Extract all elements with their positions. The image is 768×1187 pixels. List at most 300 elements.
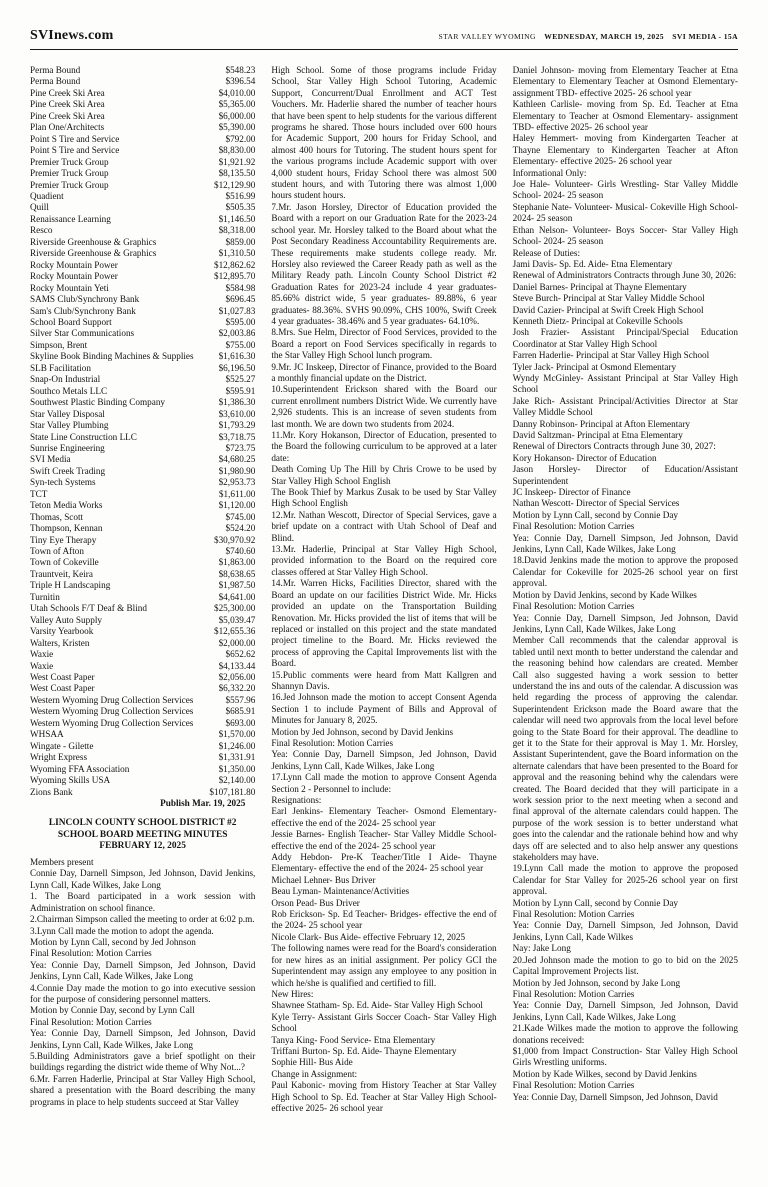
ledger-row bbox=[30, 603, 255, 614]
vendor-name: SVI Media bbox=[30, 454, 71, 465]
minutes-paragraph: Steve Burch- Principal at Star Valley Middle School bbox=[512, 293, 705, 304]
minutes-paragraph: Yea: Connie Day, Darnell Simpson, Jed Johnson, David Jenkins, Lynn Call, Kade Wilkes bbox=[512, 920, 738, 942]
ledger-row bbox=[30, 237, 255, 248]
vendor-amount: $696.45 bbox=[225, 294, 256, 305]
vendor-name: Quadient bbox=[30, 190, 64, 201]
vendor-amount: $595.91 bbox=[225, 385, 256, 396]
minutes-paragraph: Connie Day, Darnell Simpson, Jed Johnson, David Jenkins, Lynn Call, Kade Wilkes, Jake Long bbox=[30, 868, 256, 890]
vendor-name: Teton Media Works bbox=[30, 500, 103, 511]
ledger-row bbox=[30, 88, 255, 99]
vendor-amount: $525.27 bbox=[225, 374, 256, 385]
ledger-row bbox=[30, 661, 255, 672]
minutes-paragraph: Jessie Barnes- English Teacher- Star Valley Middle School- effective the end of the 2024- 25 school year bbox=[271, 829, 497, 851]
ledger-row bbox=[30, 672, 255, 683]
ledger-row bbox=[30, 157, 255, 168]
minutes-paragraph: Beau Lyman- Maintenance/Activities bbox=[271, 886, 410, 897]
ledger-row bbox=[30, 409, 255, 420]
masthead-site: SVInews.com bbox=[30, 28, 114, 43]
masthead-rule bbox=[30, 49, 738, 50]
ledger-row bbox=[30, 512, 255, 523]
vendor-name: WHSAA bbox=[30, 729, 64, 740]
publish-note: Publish Mar. 19, 2025 bbox=[160, 798, 246, 808]
vendor-amount: $1,980.90 bbox=[218, 465, 256, 476]
ledger-row bbox=[30, 248, 255, 259]
vendor-name: Premier Truck Group bbox=[30, 179, 109, 190]
ledger-row bbox=[30, 443, 255, 454]
minutes-paragraph: The Book Thief by Markus Zusak to be used by Star Valley High School English bbox=[271, 487, 497, 509]
vendor-name: Premier Truck Group bbox=[30, 156, 109, 167]
column-3 bbox=[513, 65, 738, 1185]
minutes-paragraph: 6.Mr. Farren Haderlie, Principal at Star Valley High School, shared a presentation with the Board describing the many programs in place to help students succeed at Star Valley bbox=[30, 1073, 256, 1107]
vendor-name: Town of Cokeville bbox=[30, 557, 99, 568]
minutes-paragraph: 4.Connie Day made the motion to go into executive session for the purpose of considering personnel matters. bbox=[30, 982, 256, 1004]
minutes-paragraph: Final Resolution: Motion Carries bbox=[30, 1016, 152, 1027]
ledger-row bbox=[30, 432, 255, 443]
ledger-row bbox=[30, 386, 255, 397]
minutes-paragraph: Release of Duties: bbox=[512, 247, 581, 258]
ledger-row bbox=[30, 328, 255, 339]
ledger-row bbox=[30, 340, 255, 351]
ledger-row bbox=[30, 649, 255, 660]
vendor-amount: $8,830.00 bbox=[218, 145, 256, 156]
minutes-paragraph: Wyndy McGinley- Assistant Principal at Star Valley High School bbox=[512, 372, 738, 395]
minutes-paragraph: Motion by Connie Day, second by Lynn Call bbox=[30, 1005, 195, 1016]
minutes-paragraph: Daniel Barnes- Principal at Thayne Elementary bbox=[512, 281, 687, 292]
ledger-row bbox=[30, 397, 255, 408]
vendor-name: Southco Metals LLC bbox=[30, 385, 108, 396]
vendor-name: Plan One/Architects bbox=[30, 122, 105, 133]
masthead-issue-line bbox=[432, 32, 738, 41]
vendor-amount: $2,003.86 bbox=[218, 328, 256, 339]
vendor-amount: $8,318.00 bbox=[218, 225, 256, 236]
vendor-name: Pine Creek Ski Area bbox=[30, 110, 105, 121]
vendor-name: Thompson, Kennan bbox=[30, 523, 103, 534]
minutes-paragraph: Kory Hokanson- Director of Education bbox=[512, 452, 657, 463]
vendor-amount: $4,010.00 bbox=[218, 87, 256, 98]
minutes-col1 bbox=[30, 857, 255, 1108]
minutes-paragraph: Jake Rich- Assistant Principal/Activities Director at Star Valley Middle School bbox=[512, 395, 738, 418]
ledger-row bbox=[30, 180, 255, 191]
vendor-name: Perma Bound bbox=[30, 76, 81, 87]
minutes-paragraph: Renewal of Administrators Contracts through June 30, 2026: bbox=[512, 270, 737, 281]
vendor-name: Wyoming FFA Association bbox=[30, 763, 130, 774]
minutes-paragraph: Motion by Lynn Call, second by Connie Day bbox=[512, 509, 679, 520]
vendor-amount: $859.00 bbox=[225, 236, 256, 247]
vendor-name: Snap-On Industrial bbox=[30, 374, 101, 385]
vendor-name: Walters, Kristen bbox=[30, 637, 90, 648]
vendor-name: Rocky Mountain Power bbox=[30, 259, 118, 270]
minutes-paragraph: 12.Mr. Nathan Wescott, Director of Special Services, gave a brief update on a contract with Utah School of Deaf and Blind. bbox=[271, 509, 497, 543]
vendor-amount: $2,140.00 bbox=[218, 775, 256, 786]
ledger-row bbox=[30, 145, 255, 156]
ledger-row bbox=[30, 477, 255, 488]
vendor-amount: $1,146.50 bbox=[218, 213, 256, 224]
vendor-name: SAMS Club/Synchrony Bank bbox=[30, 294, 140, 305]
minutes-paragraph: 16.Jed Johnson made the motion to accept Consent Agenda Section 1 to include Payment of Bills and Approval of Minutes for January 8, 2025. bbox=[271, 692, 497, 726]
ledger-row bbox=[30, 420, 255, 431]
vendor-name: Wyoming Skills USA bbox=[30, 775, 111, 786]
minutes-paragraph: Addy Hebdon- Pre-K Teacher/Title I Aide- Thayne Elementary- effective the end of the 2024- 25 school year bbox=[271, 852, 497, 874]
minutes-paragraph: Yea: Connie Day, Darnell Simpson, Jed Johnson, David Jenkins, Lynn Call, Kade Wilkes, Jake Long bbox=[30, 959, 256, 982]
vendor-amount: $5,390.00 bbox=[218, 122, 256, 133]
ledger-row bbox=[30, 787, 255, 798]
ledger-row bbox=[30, 626, 255, 637]
minutes-paragraph: Nay: Jake Long bbox=[512, 943, 571, 954]
vendor-amount: $505.35 bbox=[225, 202, 256, 213]
ledger-row bbox=[30, 580, 255, 591]
vendor-amount: $1,331.91 bbox=[218, 752, 256, 763]
vendor-amount: $1,027.83 bbox=[218, 305, 256, 316]
minutes-paragraph: Tyler Jack- Principal at Osmond Elementary bbox=[512, 361, 677, 372]
minutes-paragraph: 13.Mr. Haderlie, Principal at Star Valley High School, provided information to the Board on the required core classes offered at Star Valley High School. bbox=[271, 544, 497, 577]
vendor-amount: $6,000.00 bbox=[218, 110, 256, 121]
ledger-row bbox=[30, 489, 255, 500]
vendor-amount: $548.23 bbox=[225, 65, 256, 75]
ledger-row bbox=[30, 752, 255, 763]
ledger-row bbox=[30, 615, 255, 626]
vendor-name: Swift Creek Trading bbox=[30, 465, 106, 476]
vendor-name: SLB Facilitation bbox=[30, 362, 91, 373]
minutes-paragraph: Joe Hale- Volunteer- Girls Wrestling- Star Valley Middle School- 2024- 25 season bbox=[512, 179, 738, 201]
vendor-name: Syn-tech Systems bbox=[30, 477, 96, 488]
minutes-paragraph: Informational Only: bbox=[512, 167, 587, 178]
vendor-amount: $5,365.00 bbox=[218, 99, 256, 110]
vendor-name: Western Wyoming Drug Collection Services bbox=[30, 706, 194, 717]
minutes-paragraph: Haley Hemmert- moving from Kindergarten Teacher at Thayne Elementary to Kindergarten Teacher at Afton Elementary- effective 2025- 26 school year bbox=[512, 133, 738, 167]
ledger-row bbox=[30, 191, 255, 202]
vendor-name: Wright Express bbox=[30, 752, 88, 763]
vendor-amount: $685.91 bbox=[225, 706, 256, 717]
vendor-amount: $745.00 bbox=[225, 511, 256, 522]
minutes-paragraph: 10.Superintendent Erickson shared with the Board our current enrollment numbers District Wide. We currently have 2,926 students. This is an increase of seven students from last month. We are down two students from 2024. bbox=[271, 384, 497, 429]
vendor-name: Point S Tire and Service bbox=[30, 133, 120, 144]
minutes-paragraph: Renewal of Directors Contracts through June 30, 2027: bbox=[512, 441, 716, 452]
minutes-paragraph: Kenneth Dietz- Principal at Cokeville Schools bbox=[512, 315, 683, 326]
vendor-amount: $3,610.00 bbox=[218, 408, 256, 419]
vendor-name: Thomas, Scott bbox=[30, 511, 84, 522]
minutes-paragraph: Final Resolution: Motion Carries bbox=[512, 601, 635, 612]
vendor-name: Utah Schools F/T Deaf & Blind bbox=[30, 603, 147, 614]
vendor-amount: $25,300.00 bbox=[213, 603, 256, 614]
minutes-paragraph: Yea: Connie Day, Darnell Simpson, Jed Johnson, David Jenkins, Lynn Call, Kade Wilkes, Jake Long bbox=[30, 1028, 256, 1050]
vendor-amount: $755.00 bbox=[225, 339, 256, 350]
minutes-paragraph: Final Resolution: Motion Carries bbox=[271, 737, 394, 748]
ledger-row bbox=[30, 500, 255, 511]
minutes-paragraph: David Cazier- Principal at Swift Creek High School bbox=[512, 304, 704, 315]
vendor-amount: $1,386.30 bbox=[218, 397, 256, 408]
vendor-amount: $557.96 bbox=[225, 694, 256, 705]
minutes-paragraph: Resignations: bbox=[271, 795, 322, 805]
vendor-name: Zions Bank bbox=[30, 786, 73, 797]
minutes-paragraph: 14.Mr. Warren Hicks, Facilities Director, shared with the Board an update on our facilities District Wide. Mr. Hicks provided an update on the Transportation Building Renovation. Mr. Hicks provided the list of items that will be replaced or installed on this project and the state mandated project timeline to the Board. Mr. Hicks reviewed the process of approving the Capital Improvements list with the Board. bbox=[271, 578, 497, 669]
ledger-row bbox=[30, 557, 255, 568]
vendor-amount: $2,000.00 bbox=[218, 637, 256, 648]
minutes-paragraph: Sophie Hill- Bus Aide bbox=[271, 1057, 353, 1068]
ledger-row bbox=[30, 283, 255, 294]
ledger-row bbox=[30, 466, 255, 477]
masthead-location: STAR VALLEY WYOMING bbox=[438, 32, 536, 41]
ledger-row bbox=[30, 683, 255, 694]
minutes-paragraph: Jami Davis- Sp. Ed. Aide- Etna Elementary bbox=[512, 258, 673, 269]
vendor-amount: $30,970.92 bbox=[213, 534, 256, 545]
vendor-amount: $1,246.00 bbox=[218, 740, 256, 751]
vendor-name: Wingate - Gilette bbox=[30, 740, 94, 751]
vendor-amount: $396.54 bbox=[225, 76, 256, 87]
minutes-paragraph: Motion by Lynn Call, second by Connie Day bbox=[512, 897, 679, 908]
vendor-name: Turnitin bbox=[30, 591, 60, 602]
minutes-paragraph: Tanya King- Food Service- Etna Elementary bbox=[271, 1034, 436, 1045]
ledger-row bbox=[30, 260, 255, 271]
minutes-paragraph: High School. Some of those programs include Friday School, Star Valley High School Tutoring, Academic Support, Concurrent/Dual Enrollment and ACT Test Vouchers. Mr. Haderlie shared the number of teacher hours that have been spent to help students for the various different programs he shared. Those hours included over 600 hours for Academic Support, 200 hours for Friday School, and almost 400 hours for Tutoring. The student hours spent for the various programs include Academic support with over 4,000 student hours, Friday School there was almost 500 student hours, and with Tutoring there was almost 1,000 hours student hours. bbox=[271, 65, 497, 201]
minutes-paragraph: Farren Haderlie- Principal at Star Valley High School bbox=[512, 350, 710, 361]
column-1 bbox=[30, 65, 255, 1185]
vendor-amount: $107,181.80 bbox=[209, 786, 256, 797]
minutes-paragraph: 17.Lynn Call made the motion to approve Consent Agenda Section 2 - Personnel to include: bbox=[271, 772, 497, 794]
ledger-row bbox=[30, 65, 255, 76]
minutes-paragraph: Final Resolution: Motion Carries bbox=[512, 521, 635, 532]
minutes-paragraph: JC Inskeep- Director of Finance bbox=[512, 487, 631, 498]
vendor-name: Resco bbox=[30, 225, 53, 236]
vendor-name: Quill bbox=[30, 202, 49, 213]
ledger-row bbox=[30, 695, 255, 706]
vendor-name: Varsity Yearbook bbox=[30, 626, 94, 637]
vendor-amount: $4,680.25 bbox=[218, 454, 256, 465]
vendor-amount: $8,135.50 bbox=[218, 168, 256, 179]
vendor-amount: $652.62 bbox=[225, 649, 256, 660]
masthead bbox=[30, 0, 738, 44]
vendor-name: Simpson, Brent bbox=[30, 339, 88, 350]
vendor-name: Point S Tire and Service bbox=[30, 145, 120, 156]
minutes-heading-line-1: LINCOLN COUNTY SCHOOL DISTRICT #2 bbox=[48, 818, 237, 829]
vendor-name: Pine Creek Ski Area bbox=[30, 87, 105, 98]
ledger-row bbox=[30, 363, 255, 374]
vendor-name: Waxie bbox=[30, 660, 54, 671]
vendor-name: Skyline Book Binding Machines & Supplies bbox=[30, 351, 194, 362]
vendor-amount: $1,863.00 bbox=[218, 557, 256, 568]
vendor-name: Southwest Plastic Binding Company bbox=[30, 397, 166, 408]
vendor-amount: $723.75 bbox=[225, 442, 256, 453]
vendor-name: Renaissance Learning bbox=[30, 213, 111, 224]
ledger-row bbox=[30, 351, 255, 362]
vendor-amount: $12,895.70 bbox=[213, 271, 256, 282]
ledger-list bbox=[30, 65, 255, 798]
ledger-row bbox=[30, 775, 255, 786]
vendor-amount: $1,350.00 bbox=[218, 763, 256, 774]
ledger-row bbox=[30, 638, 255, 649]
vendor-amount: $516.99 bbox=[225, 190, 256, 201]
minutes-paragraph: 7.Mr. Jason Horsley, Director of Education provided the Board with a report on our Graduation Rate for the 2023-24 school year. Mr. Horsley talked to the Board about what the Post Secondary Readiness Accountability Requirements are. These requirements make students college ready. Mr. Horsley also reviewed the Career Ready path as well as the Military Ready path. Lincoln County School District #2 Graduation Rates for 2023-24 include 4 year graduates- 85.66% district wide, 5 year graduates- 89.88%, 6 year graduates- 88.36%. SVHS 90.09%, CHS 100%, Swift Creek 4 year graduates- 38.46% and 5 year graduates- 64.10%. bbox=[271, 201, 497, 326]
ledger-row bbox=[30, 202, 255, 213]
vendor-amount: $8,638.65 bbox=[218, 568, 256, 579]
vendor-name: Sunrise Engineering bbox=[30, 442, 105, 453]
ledger-row bbox=[30, 718, 255, 729]
minutes-paragraph: Danny Robinson- Principal at Afton Elementary bbox=[512, 418, 690, 429]
vendor-amount: $1,793.29 bbox=[218, 420, 256, 431]
ledger-row bbox=[30, 741, 255, 752]
vendor-amount: $3,718.75 bbox=[218, 431, 256, 442]
vendor-amount: $1,987.50 bbox=[218, 580, 256, 591]
ledger-row bbox=[30, 122, 255, 133]
vendor-name: School Board Support bbox=[30, 316, 112, 327]
ledger-row bbox=[30, 225, 255, 236]
minutes-paragraph: Final Resolution: Motion Carries bbox=[30, 948, 152, 959]
minutes-paragraph: Kathleen Carlisle- moving from Sp. Ed. Teacher at Etna Elementary to Teacher at Osmond Elementary- assignment TBD- effective 2025- 26 school year bbox=[512, 99, 738, 133]
vendor-amount: $584.98 bbox=[225, 282, 256, 293]
minutes-paragraph: 15.Public comments were heard from Matt Kallgren and Shannyn Davis. bbox=[271, 669, 497, 691]
vendor-amount: $1,310.50 bbox=[218, 248, 256, 259]
vendor-amount: $6,196.50 bbox=[218, 362, 256, 373]
minutes-paragraph: New Hires: bbox=[271, 988, 314, 999]
minutes-paragraph: Change in Assignment: bbox=[271, 1068, 358, 1079]
minutes-paragraph: 21.Kade Wilkes made the motion to approve the following donations received: bbox=[512, 1023, 738, 1045]
vendor-name: State Line Construction LLC bbox=[30, 431, 137, 442]
vendor-name: Waxie bbox=[30, 649, 54, 660]
minutes-paragraph: 20.Jed Johnson made the motion to go to bid on the 2025 Capital Improvement Projects list. bbox=[512, 954, 738, 977]
vendor-amount: $2,953.73 bbox=[218, 477, 256, 488]
minutes-paragraph: Members present bbox=[30, 857, 94, 868]
vendor-name: Town of Afton bbox=[30, 546, 84, 557]
vendor-amount: $1,611.00 bbox=[218, 488, 256, 499]
vendor-name: Rocky Mountain Yeti bbox=[30, 282, 109, 293]
ledger-row bbox=[30, 592, 255, 603]
vendor-amount: $740.60 bbox=[225, 546, 256, 557]
minutes-paragraph: 1. The Board participated in a work session with Administration on school finance. bbox=[30, 891, 256, 913]
vendor-name: Perma Bound bbox=[30, 65, 81, 75]
vendor-name: Tiny Eye Therapy bbox=[30, 534, 97, 545]
minutes-paragraph: Yea: Connie Day, Darnell Simpson, Jed Johnson, David Jenkins, Lynn Call, Kade Wilkes, Jake Long bbox=[271, 749, 497, 771]
vendor-name: Sam's Club/Synchrony Bank bbox=[30, 305, 136, 316]
vendor-name: Western Wyoming Drug Collection Services bbox=[30, 717, 194, 728]
vendor-name: Riverside Greenhouse & Graphics bbox=[30, 248, 157, 259]
ledger-row bbox=[30, 535, 255, 546]
vendor-name: TCT bbox=[30, 488, 48, 499]
ledger-row bbox=[30, 523, 255, 534]
vendor-amount: $4,133.44 bbox=[218, 660, 256, 671]
minutes-paragraph: Member Call recommends that the calendar approval is tabled until next month to better understand the calendar and the reasoning behind how calendars are created. Member Call also suggested having a work session to better understand the ins and outs of the calendar. A discussion was held regarding the process of approving the calendar. Superintendent Erickson made the Board aware that the calendar will need two approvals from the local level before going to the State Board for their approval. The deadline to get it to the State for their approval is May 1. Mr. Horsley, Assistant Superintendent, gave the Board information on the alternate calendars that have been presented to the Board for approval and the reasoning behind why the calendars were created. The Board decided that they will participate in a work session prior to the next meeting when a second and final approval of the alternate calendars could happen. The purpose of the work session is to better understand what goes into the calendar and the rationale behind how and why days off are selected and to also help answer any questions stakeholders may have. bbox=[512, 635, 738, 863]
minutes-col3 bbox=[513, 65, 738, 1103]
vendor-amount: $524.20 bbox=[225, 523, 256, 534]
minutes-paragraph: Nicole Clark- Bus Aide- effective February 12, 2025 bbox=[271, 931, 466, 942]
minutes-paragraph: $1,000 from Impact Construction- Star Valley High School Girls Wrestling uniforms. bbox=[512, 1045, 738, 1068]
vendor-amount: $1,921.92 bbox=[218, 156, 256, 167]
vendor-name: Rocky Mountain Power bbox=[30, 271, 118, 282]
minutes-paragraph: Josh Frazier- Assistant Principal/Special Education Coordinator at Star Valley High School bbox=[512, 327, 738, 349]
minutes-paragraph: Kyle Terry- Assistant Girls Soccer Coach- Star Valley High School bbox=[271, 1011, 497, 1034]
minutes-paragraph: Final Resolution: Motion Carries bbox=[512, 1080, 635, 1091]
minutes-paragraph: Rob Erickson- Sp. Ed Teacher- Bridges- effective the end of the 2024- 25 school year bbox=[271, 909, 497, 931]
vendor-amount: $1,616.30 bbox=[218, 351, 256, 362]
minutes-paragraph: 8.Mrs. Sue Helm, Director of Food Services, provided to the Board a report on Food Services specifically in regards to the Star Valley High School lunch program. bbox=[271, 327, 497, 361]
minutes-col2 bbox=[271, 65, 496, 1114]
ledger-row bbox=[30, 454, 255, 465]
ledger-row bbox=[30, 111, 255, 122]
ledger-row bbox=[30, 168, 255, 179]
vendor-name: Western Wyoming Drug Collection Services bbox=[30, 694, 194, 705]
ledger-row bbox=[30, 569, 255, 580]
minutes-paragraph: Yea: Connie Day, Darnell Simpson, Jed Johnson, David bbox=[512, 1091, 718, 1102]
minutes-paragraph: Final Resolution: Motion Carries bbox=[512, 988, 635, 999]
ledger-row bbox=[30, 706, 255, 717]
minutes-paragraph: Ethan Nelson- Volunteer- Boys Soccer- Star Valley High School- 2024- 25 season bbox=[512, 224, 738, 247]
vendor-name: Silver Star Communications bbox=[30, 328, 135, 339]
minutes-paragraph: Shawnee Statham- Sp. Ed. Aide- Star Valley High School bbox=[271, 1000, 483, 1011]
minutes-paragraph: Earl Jenkins- Elementary Teacher- Osmond Elementary- effective the end of the 2024- 25 school year bbox=[271, 806, 497, 828]
ledger-row bbox=[30, 729, 255, 740]
ledger-row bbox=[30, 306, 255, 317]
minutes-paragraph: Orson Pead- Bus Driver bbox=[271, 897, 360, 908]
vendor-amount: $693.00 bbox=[225, 717, 256, 728]
minutes-paragraph: Motion by Jed Johnson, second by David Jenkins bbox=[271, 726, 454, 737]
minutes-paragraph: Paul Kabonic- moving from History Teacher at Star Valley High School to Sp. Ed. Teacher at Star Valley High School- effective 2025- 26 school year bbox=[271, 1080, 497, 1113]
minutes-paragraph: 18.David Jenkins made the motion to approve the proposed Calendar for Cokeville for 2025-26 school year on first approval. bbox=[512, 555, 738, 589]
minutes-heading-line-3: FEBRUARY 12, 2025 bbox=[99, 840, 186, 851]
minutes-paragraph: Yea: Connie Day, Darnell Simpson, Jed Johnson, David Jenkins, Lynn Call, Kade Wilkes, Jake Long bbox=[512, 532, 738, 555]
vendor-amount: $1,570.00 bbox=[218, 729, 256, 740]
minutes-paragraph: Daniel Johnson- moving from Elementary Teacher at Etna Elementary to Elementary Teacher at Osmond Elementary- assignment TBD- effective 2025- 26 school year bbox=[512, 65, 738, 98]
minutes-paragraph: Motion by Kade Wilkes, second by David Jenkins bbox=[512, 1068, 697, 1079]
minutes-paragraph: Yea: Connie Day, Darnell Simpson, Jed Johnson, David Jenkins, Lynn Call, Kade Wilkes, Jake Long bbox=[512, 612, 738, 634]
masthead-edition: SVI MEDIA - 15A bbox=[672, 32, 738, 41]
minutes-paragraph: Michael Lehner- Bus Driver bbox=[271, 874, 376, 885]
vendor-amount: $2,056.00 bbox=[218, 672, 256, 683]
article-columns bbox=[30, 65, 738, 1185]
vendor-name: Premier Truck Group bbox=[30, 168, 109, 179]
vendor-name: Star Valley Plumbing bbox=[30, 420, 109, 431]
vendor-name: West Coast Paper bbox=[30, 672, 95, 683]
minutes-paragraph: Jason Horsley- Director of Education/Assistant Superintendent bbox=[512, 464, 738, 486]
minutes-paragraph: The following names were read for the Board's consideration for new hires as an initial assignment. Per policy GCI the Superintendent may assign any employee to any position in which he/she is qualified and certified to fill. bbox=[271, 943, 497, 988]
vendor-amount: $12,655.36 bbox=[213, 626, 256, 637]
minutes-paragraph: 2.Chairman Simpson called the meeting to order at 6:02 p.m. bbox=[30, 914, 255, 925]
minutes-paragraph: 9.Mr. JC Inskeep, Director of Finance, provided to the Board a monthly financial update on the District. bbox=[271, 361, 497, 383]
minutes-paragraph: Motion by Jed Johnson, second by Jake Long bbox=[512, 977, 681, 988]
minutes-paragraph: Final Resolution: Motion Carries bbox=[512, 909, 635, 920]
vendor-amount: $4,641.00 bbox=[218, 591, 256, 602]
minutes-paragraph: Motion by Lynn Call, second by Jed Johnson bbox=[30, 936, 196, 947]
ledger-row bbox=[30, 317, 255, 328]
ledger-row bbox=[30, 76, 255, 87]
minutes-paragraph: Stephanie Nate- Volunteer- Musical- Cokeville High School- 2024- 25 season bbox=[512, 201, 738, 224]
ledger-row bbox=[30, 764, 255, 775]
vendor-amount: $6,332.20 bbox=[218, 683, 256, 694]
minutes-paragraph: Motion by David Jenkins, second by Kade Wilkes bbox=[512, 589, 697, 600]
vendor-amount: $792.00 bbox=[225, 133, 256, 144]
ledger-row bbox=[30, 294, 255, 305]
minutes-paragraph: Nathan Wescott- Director of Special Services bbox=[512, 498, 680, 509]
minutes-heading bbox=[30, 818, 255, 852]
vendor-amount: $5,039.47 bbox=[218, 614, 256, 625]
vendor-amount: $595.00 bbox=[225, 316, 256, 327]
vendor-amount: $12,862.62 bbox=[213, 259, 256, 270]
minutes-paragraph: 3.Lynn Call made the motion to adopt the agenda. bbox=[30, 925, 214, 936]
minutes-paragraph: Triffani Burton- Sp. Ed. Aide- Thayne Elementary bbox=[271, 1045, 457, 1056]
minutes-heading-line-2: SCHOOL BOARD MEETING MINUTES bbox=[57, 829, 228, 840]
vendor-name: Riverside Greenhouse & Graphics bbox=[30, 236, 157, 247]
column-2 bbox=[271, 65, 496, 1185]
minutes-paragraph: David Saltzman- Principal at Etna Elementary bbox=[512, 430, 683, 440]
vendor-name: West Coast Paper bbox=[30, 683, 95, 694]
ledger-row bbox=[30, 271, 255, 282]
vendor-name: Trauntveit, Keira bbox=[30, 568, 93, 579]
masthead-date: WEDNESDAY, MARCH 19, 2025 bbox=[544, 32, 664, 41]
vendor-name: Valley Auto Supply bbox=[30, 614, 102, 625]
vendor-name: Star Valley Disposal bbox=[30, 408, 105, 419]
minutes-paragraph: 19.Lynn Call made the motion to approve the proposed Calendar for Star Valley for 2025-26 school year on first approval. bbox=[512, 863, 738, 897]
ledger-row bbox=[30, 546, 255, 557]
minutes-paragraph: Yea: Connie Day, Darnell Simpson, Jed Johnson, David Jenkins, Lynn Call, Kade Wilkes, Jake Long bbox=[512, 1000, 738, 1022]
ledger-row bbox=[30, 134, 255, 145]
minutes-paragraph: 11.Mr. Kory Hokanson, Director of Education, presented to the Board the following curriculum to be approved at a later date: bbox=[271, 430, 497, 463]
